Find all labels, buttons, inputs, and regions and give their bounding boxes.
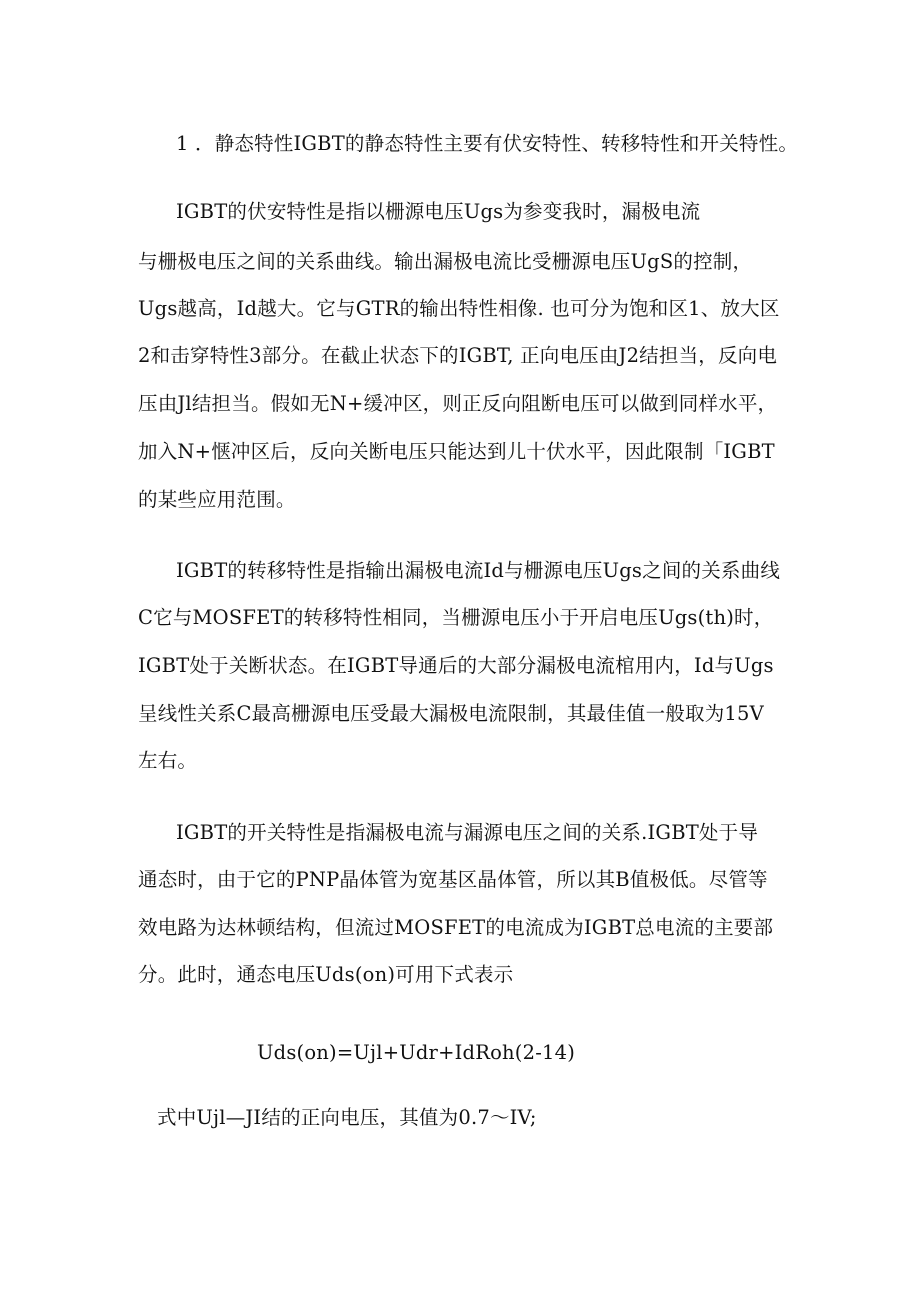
formula-note: 式中Ujl—JI结的正向电压，其值为0.7～IV; [157,1106,537,1129]
section-heading: 1 ．静态特性IGBT的静态特性主要有伏安特性、转移特性和开关特性。 [176,132,799,155]
paragraph-line: 压由Jl结担当。假如无N+缓冲区，则正反向阻断电压可以做到同样水平， [138,392,778,415]
paragraph-line: 2和击穿特性3部分。在截止状态下的IGBT, 正向电压由J2结担当，反向电 [138,344,778,367]
paragraph-line: Ugs越高，Id越大。它与GTR的输出特性相像. 也可分为饱和区1、放大区 [138,297,780,320]
paragraph-line: IGBT的伏安特性是指以栅源电压Ugs为参变我时，漏极电流 [176,200,701,223]
paragraph-line: IGBT的开关特性是指漏极电流与漏源电压之间的关系.IGBT处于导 [176,821,759,844]
paragraph-line: IGBT的转移特性是指输出漏极电流Id与栅源电压Ugs之间的关系曲线 [176,559,781,582]
paragraph-line: 分。此时，通态电压Uds(on)可用下式表示 [138,963,514,986]
paragraph-line: 通态时，由于它的PNP晶体管为宽基区晶体管，所以其B值极低。尽管等 [138,868,768,891]
paragraph-line: IGBT处于关断状态。在IGBT导通后的大部分漏极电流棺用内，Id与Ugs [138,654,774,677]
formula: Uds(on)=Ujl+Udr+IdRoh(2-14) [257,1041,575,1064]
paragraph-line: 加入N+惬冲区后，反向关断电压只能达到儿十伏水平，因此限制「IGBT [138,440,775,463]
paragraph-line: C它与MOSFET的转移特性相同，当栅源电压小于开启电压Ugs(th)时， [138,606,774,629]
paragraph-line: 的某些应用范围。 [138,488,296,511]
paragraph-line: 与栅极电压之间的关系曲线。输出漏极电流比受栅源电压UgS的控制， [138,250,753,273]
paragraph-line: 左右。 [138,749,198,772]
paragraph-line: 呈线性关系C最高栅源电压受最大漏极电流限制，其最佳值一般取为15V [138,702,764,725]
paragraph-line: 效电路为达林顿结构，但流过MOSFET的电流成为IGBT总电流的主要部 [138,916,774,939]
